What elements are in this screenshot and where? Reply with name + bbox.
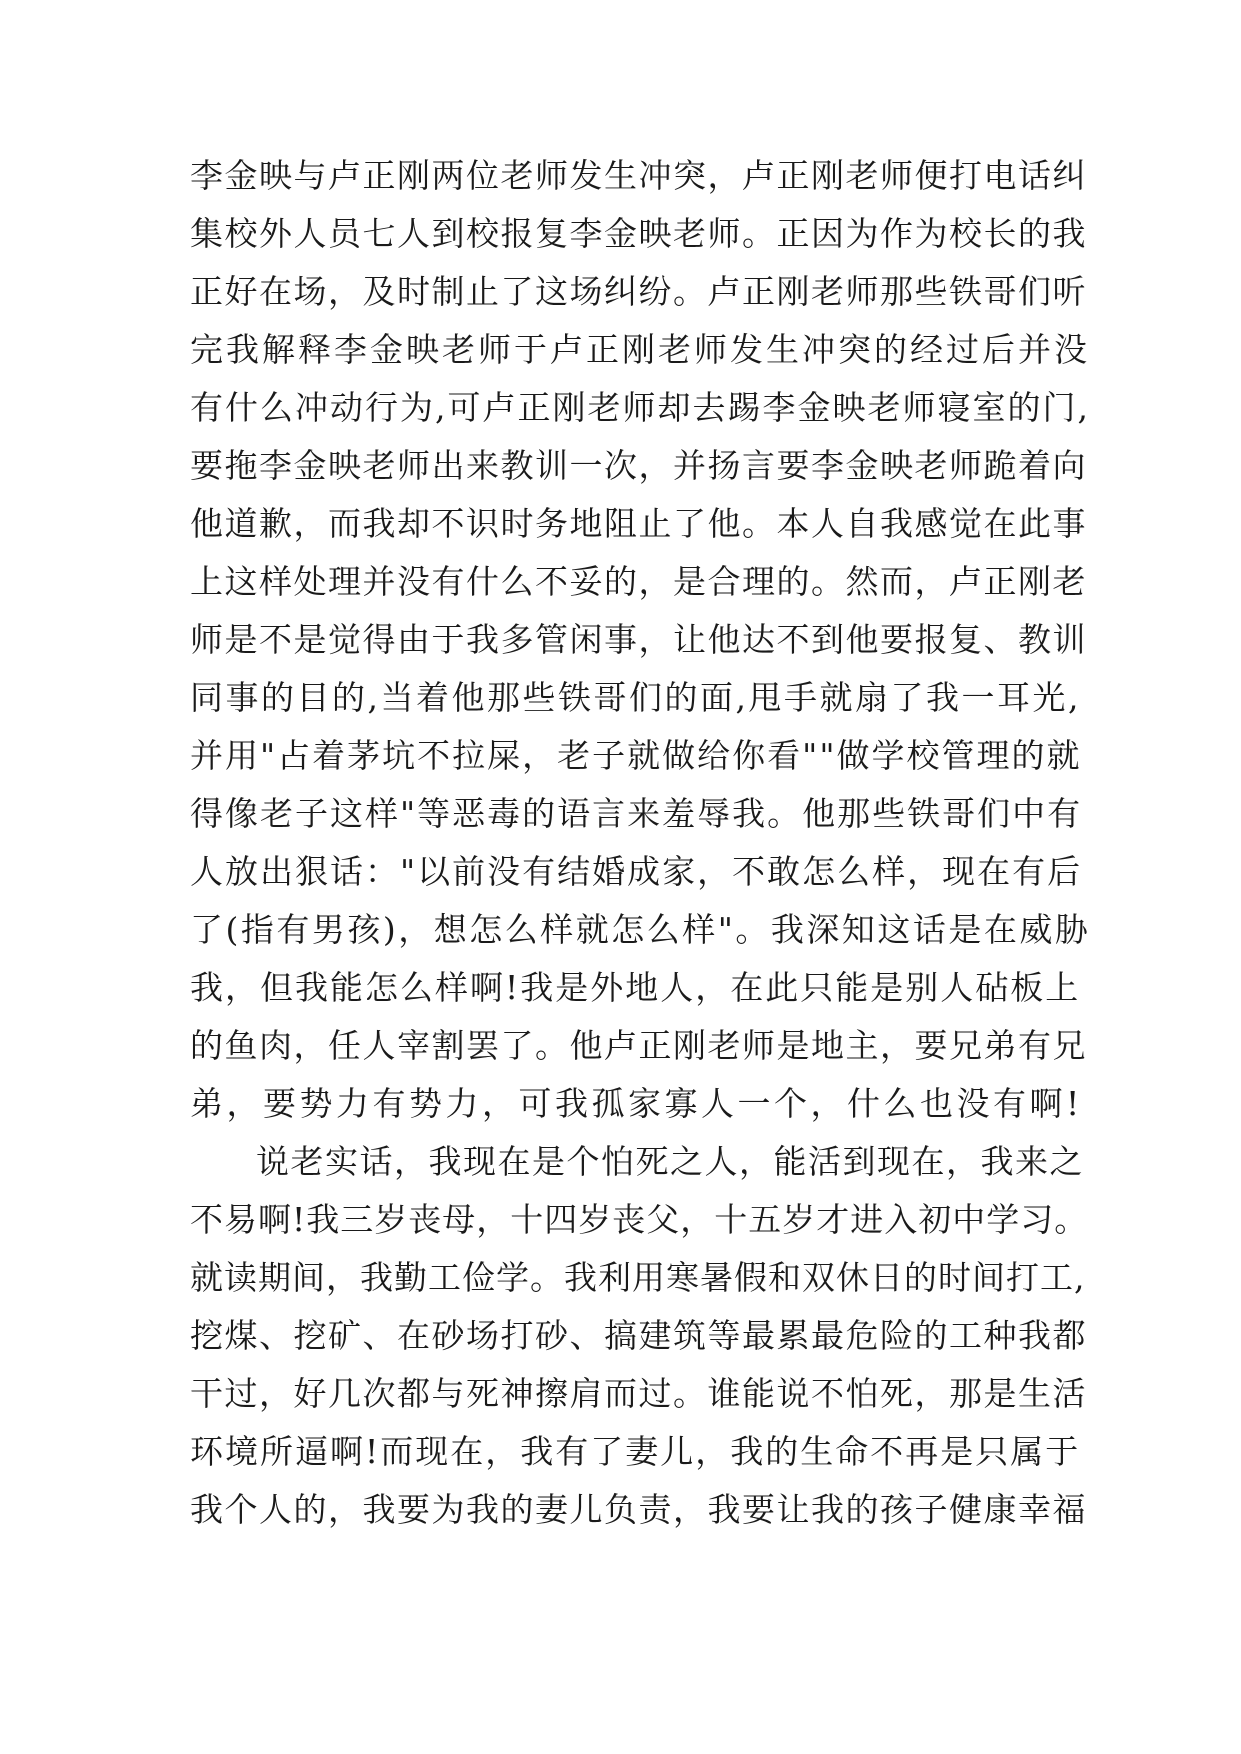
text-line: 同事的目的,当着他那些铁哥们的面,甩手就扇了我一耳光, — [190, 678, 1081, 717]
body-text — [190, 147, 1090, 1539]
text-line: 了(指有男孩)，想怎么样就怎么样"。我深知这话是在威胁 — [190, 910, 1091, 949]
text-line: 就读期间，我勤工俭学。我利用寒暑假和双休日的时间打工, — [190, 1258, 1086, 1297]
text-line: 人放出狠话："以前没有结婚成家，不敢怎么样，现在有后 — [190, 852, 1083, 891]
text-line: 有什么冲动行为,可卢正刚老师却去踢李金映老师寝室的门, — [190, 388, 1090, 427]
text-line: 完我解释李金映老师于卢正刚老师发生冲突的经过后并没 — [190, 330, 1090, 369]
text-line: 我个人的，我要为我的妻儿负责，我要让我的孩子健康幸福 — [190, 1490, 1087, 1529]
text-line: 环境所逼啊!而现在，我有了妻儿，我的生命不再是只属于 — [190, 1432, 1081, 1471]
text-line: 上这样处理并没有什么不妥的，是合理的。然而，卢正刚老 — [190, 562, 1087, 601]
text-line: 集校外人员七人到校报复李金映老师。正因为作为校长的我 — [190, 214, 1087, 253]
text-line: 李金映与卢正刚两位老师发生冲突，卢正刚老师便打电话纠 — [190, 156, 1087, 195]
text-line: 我，但我能怎么样啊!我是外地人，在此只能是别人砧板上 — [190, 968, 1081, 1007]
text-line: 干过，好几次都与死神擦肩而过。谁能说不怕死，那是生活 — [190, 1374, 1087, 1413]
text-line: 要拖李金映老师出来教训一次，并扬言要李金映老师跪着向 — [190, 446, 1087, 485]
text-line: 师是不是觉得由于我多管闲事，让他达不到他要报复、教训 — [190, 620, 1087, 659]
text-line: 正好在场，及时制止了这场纠纷。卢正刚老师那些铁哥们听 — [190, 272, 1087, 311]
text-line: 并用"占着茅坑不拉屎，老子就做给你看""做学校管理的就 — [190, 736, 1082, 775]
text-line: 不易啊!我三岁丧母，十四岁丧父，十五岁才进入初中学习。 — [190, 1200, 1089, 1239]
text-line: 挖煤、挖矿、在砂场打砂、搞建筑等最累最危险的工种我都 — [190, 1316, 1087, 1355]
text-line: 他道歉，而我却不识时务地阻止了他。本人自我感觉在此事 — [190, 504, 1087, 543]
text-line: 弟，要势力有势力，可我孤家寡人一个，什么也没有啊! — [190, 1084, 1083, 1123]
text-line: 得像老子这样"等恶毒的语言来羞辱我。他那些铁哥们中有 — [190, 794, 1083, 833]
text-line: 的鱼肉，任人宰割罢了。他卢正刚老师是地主，要兄弟有兄 — [190, 1026, 1087, 1065]
paragraph-first-line: 说老实话，我现在是个怕死之人，能活到现在，我来之 — [256, 1142, 1084, 1181]
